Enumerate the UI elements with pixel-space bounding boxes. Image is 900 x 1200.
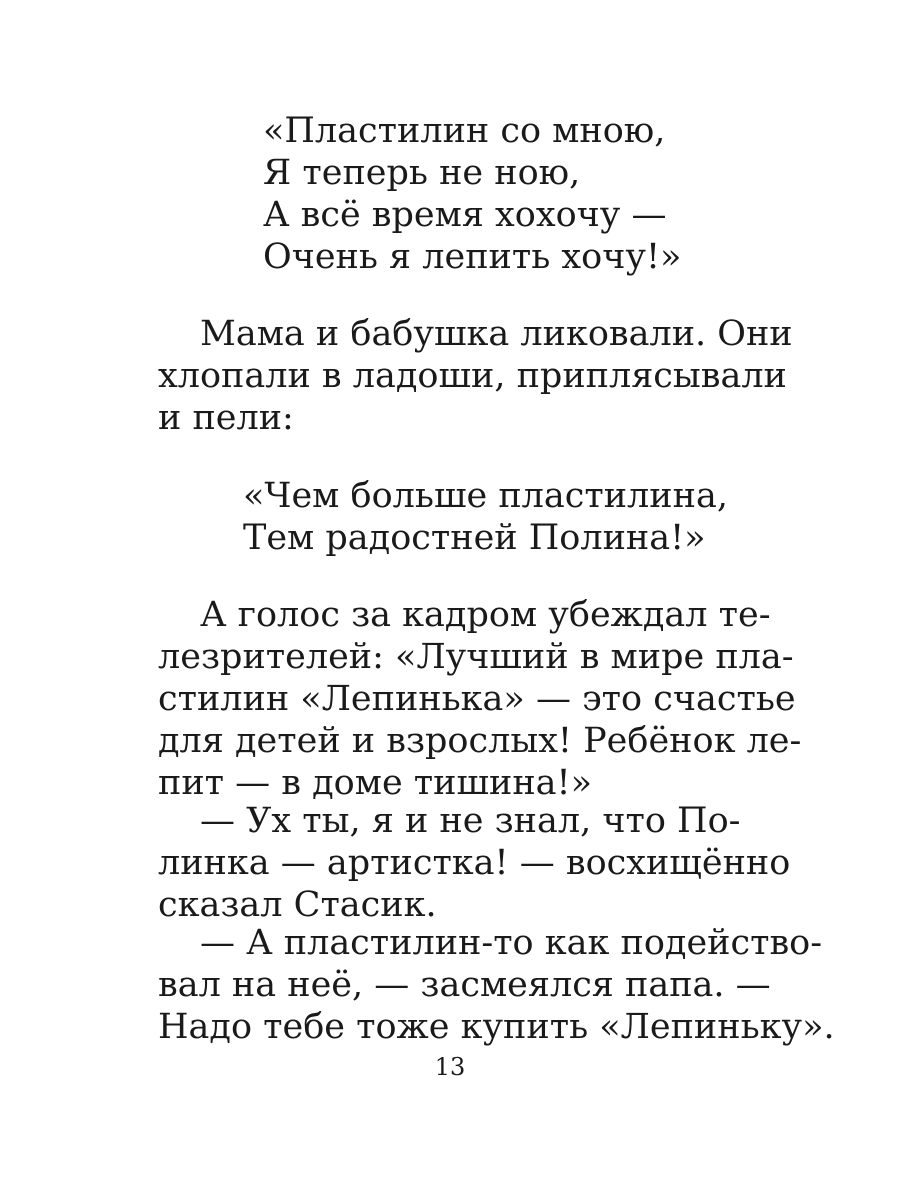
para4-line-3: Надо тебе тоже купить «Лепиньку».	[158, 1007, 835, 1047]
para1-line-1: Мама и бабушка ликовали. Они	[200, 314, 793, 354]
para1-line-2: хлопали в ладоши, приплясывали	[158, 356, 787, 396]
para3-line-1: — Ух ты, я и не знал, что По-	[200, 801, 741, 841]
para2-line-3: стилин «Лепинька» — это счастье	[158, 679, 796, 719]
poem2-line-2: Тем радостней Полина!»	[243, 518, 706, 558]
para2-line-1: А голос за кадром убеждал те-	[200, 595, 771, 635]
poem1-line-1: «Пластилин со мною,	[263, 111, 666, 151]
para3-line-2: линка — артистка! — восхищённо	[158, 843, 791, 883]
para2-line-5: пит — в доме тишина!»	[158, 763, 593, 803]
para2-line-2: лезрителей: «Лучший в мире пла-	[158, 637, 794, 677]
para2-line-4: для детей и взрослых! Ребёнок ле-	[158, 721, 802, 761]
poem1-line-3: А всё время хохочу —	[263, 195, 667, 235]
para4-line-2: вал на неё, — засмеялся папа. —	[158, 965, 771, 1005]
poem1-line-2: Я теперь не ною,	[263, 153, 581, 193]
para4-line-1: — А пластилин-то как подейство-	[200, 923, 823, 963]
para3-line-3: сказал Стасик.	[158, 885, 437, 925]
poem2-line-1: «Чем больше пластилина,	[243, 476, 728, 516]
poem1-line-4: Очень я лепить хочу!»	[263, 237, 682, 277]
page-number: 13	[434, 1053, 466, 1081]
para1-line-3: и пели:	[158, 398, 294, 438]
